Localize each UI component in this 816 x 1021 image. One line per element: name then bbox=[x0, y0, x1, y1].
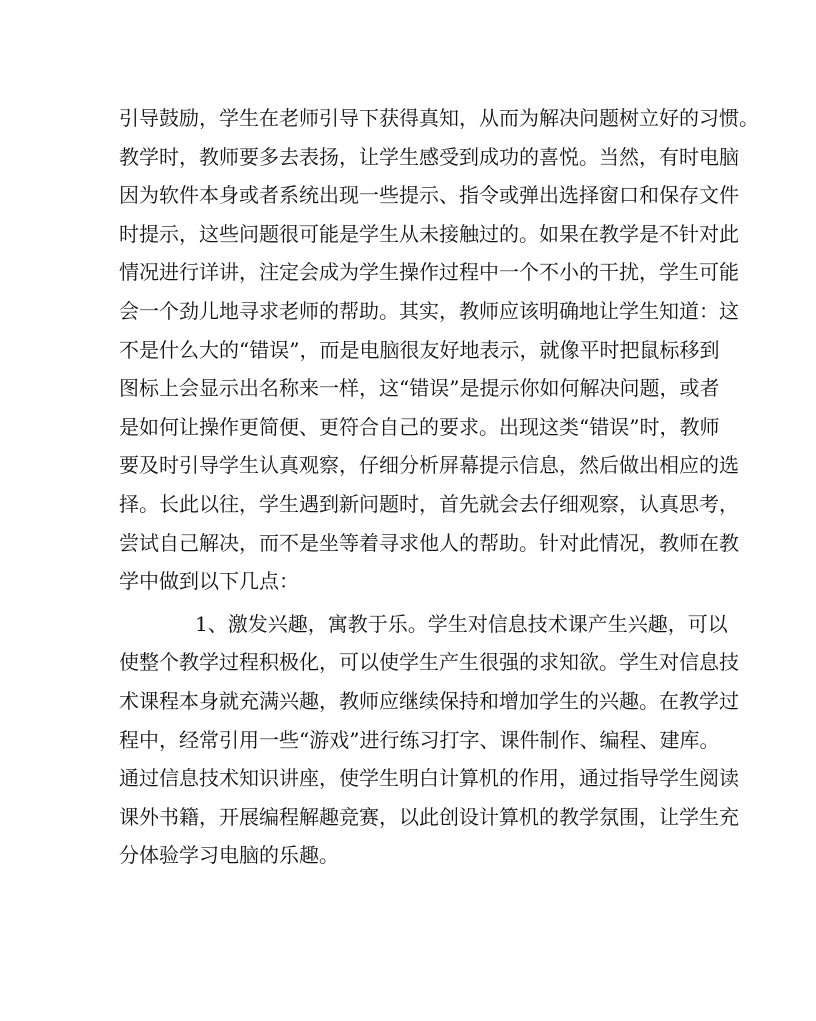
paragraph-line: 使整个教学过程积极化，可以使学生产生很强的求知欲。学生对信息技 bbox=[119, 650, 739, 675]
paragraph-line: 是如何让操作更简便、更符合自己的要求。出现这类“错误”时，教师 bbox=[119, 414, 720, 439]
body-text bbox=[119, 99, 759, 875]
paragraph-line: 1、激发兴趣，寓教于乐。学生对信息技术课产生兴趣，可以 bbox=[195, 611, 728, 636]
paragraph-line: 择。长此以往，学生遇到新问题时，首先就会去仔细观察，认真思考， bbox=[119, 491, 739, 516]
paragraph-line: 尝试自己解决，而不是坐等着寻求他人的帮助。针对此情况，教师在教 bbox=[119, 530, 739, 555]
paragraph-line: 引导鼓励，学生在老师引导下获得真知，从而为解决问题树立好的习惯。 bbox=[119, 106, 759, 130]
paragraph-line: 课外书籍，开展编程解趣竞赛，以此创设计算机的教学氛围，让学生充 bbox=[119, 804, 739, 829]
paragraph-1 bbox=[119, 99, 759, 601]
paragraph-line: 会一个劲儿地寻求老师的帮助。其实，教师应该明确地让学生知道：这 bbox=[119, 298, 739, 323]
paragraph-line: 图标上会显示出名称来一样，这“错误”是提示你如何解决问题，或者 bbox=[119, 376, 720, 401]
paragraph-line: 分体验学习电脑的乐趣。 bbox=[119, 843, 339, 868]
paragraph-line: 通过信息技术知识讲座，使学生明白计算机的作用，通过指导学生阅读 bbox=[119, 766, 739, 791]
paragraph-line: 不是什么大的“错误”，而是电脑很友好地表示，就像平时把鼠标移到 bbox=[119, 337, 720, 362]
paragraph-line: 程中，经常引用一些“游戏”进行练习打字、课件制作、编程、建库。 bbox=[119, 727, 720, 752]
paragraph-line: 因为软件本身或者系统出现一些提示、指令或弹出选择窗口和保存文件 bbox=[119, 183, 739, 208]
paragraph-line: 时提示，这些问题很可能是学生从未接触过的。如果在教学是不针对此 bbox=[119, 221, 739, 246]
paragraph-line: 情况进行详讲，注定会成为学生操作过程中一个不小的干扰，学生可能 bbox=[119, 260, 739, 285]
paragraph-line: 术课程本身就充满兴趣，教师应继续保持和增加学生的兴趣。在教学过 bbox=[119, 688, 739, 713]
paragraph-line: 要及时引导学生认真观察，仔细分析屏幕提示信息，然后做出相应的选 bbox=[119, 453, 739, 478]
paragraph-line: 学中做到以下几点： bbox=[119, 569, 299, 594]
paragraph-line: 教学时，教师要多去表扬，让学生感受到成功的喜悦。当然，有时电脑 bbox=[119, 144, 739, 169]
paragraph-2 bbox=[119, 605, 739, 875]
